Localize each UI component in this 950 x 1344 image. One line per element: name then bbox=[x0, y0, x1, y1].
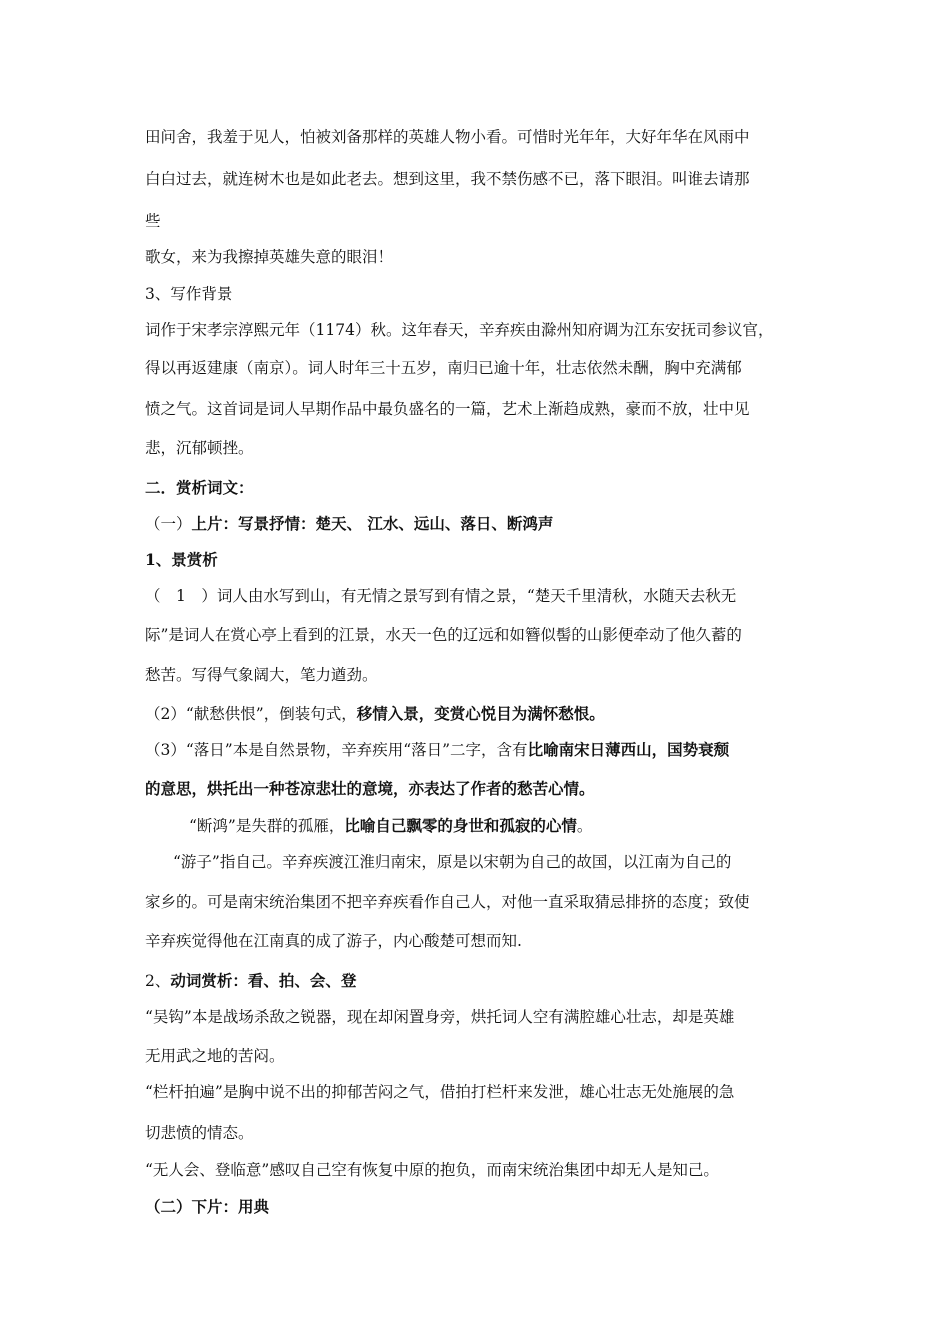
text-line bbox=[145, 740, 729, 760]
text-line: “游子”指自己。辛弃疾渡江淮归南宋，原是以宋朝为自己的故国，以江南为自己的 bbox=[173, 853, 732, 871]
text-line: “吴钩”本是战场杀敌之锐器，现在却闲置身旁，烘托词人空有满腔雄心壮志，却是英雄 bbox=[145, 1008, 735, 1026]
text-line: 得以再返建康（南京）。词人时年三十五岁，南归已逾十年，壮志依然未酬，胸中充满郁 bbox=[145, 359, 742, 377]
text-line: 歌女，来为我擦掉英雄失意的眼泪！ bbox=[145, 248, 394, 266]
text-span: （2）“献愁供恨”，倒装句式， bbox=[145, 705, 357, 723]
emphasis-line: 的意思，烘托出一种苍凉悲壮的意境，亦表达了作者的愁苦心情。 bbox=[145, 779, 595, 798]
text-span: （3）“落日”本是自然景物，辛弃疾用“落日”二字，含有 bbox=[145, 741, 528, 759]
text-line: “栏杆拍遍”是胸中说不出的抑郁苦闷之气，借拍打栏杆来发泄，雄心壮志无处施展的急 bbox=[145, 1083, 735, 1101]
subsection-heading bbox=[145, 1197, 269, 1217]
section-heading: 3、写作背景 bbox=[145, 285, 233, 303]
text-line: 些 bbox=[145, 212, 161, 230]
section-heading: 二．赏析词文： bbox=[145, 478, 254, 497]
text-line: 悲，沉郁顿挫。 bbox=[145, 439, 254, 457]
text-line: （ 1 ）词人由水写到山，有无情之景写到有情之景，“楚天千里清秋，水随天去秋无 bbox=[145, 587, 737, 605]
text-line: 田问舍，我羞于见人，怕被刘备那样的英雄人物小看。可惜时光年年，大好年华在风雨中 bbox=[145, 128, 750, 146]
heading-text: 动词赏析：看、拍、会、登 bbox=[170, 971, 357, 990]
heading-prefix: 2、 bbox=[145, 972, 171, 990]
emphasis-text: 比喻南宋日薄西山，国势衰颓 bbox=[527, 740, 730, 759]
section-heading: 1、景赏析 bbox=[145, 550, 218, 569]
text-line: 家乡的。可是南宋统治集团不把辛弃疾看作自己人，对他一直采取猜忌排挤的态度；致使 bbox=[145, 893, 750, 911]
text-line bbox=[145, 704, 605, 724]
text-line: 词作于宋孝宗淳熙元年（1174）秋。这年春天，辛弃疾由滁州知府调为江东安抚司参议官， bbox=[145, 321, 774, 339]
text-span: 。 bbox=[576, 817, 593, 835]
text-line: 际”是词人在赏心亭上看到的江景，水天一色的辽远和如簪似髻的山影便牵动了他久蓄的 bbox=[145, 626, 742, 644]
section-heading bbox=[145, 971, 356, 991]
text-line: 白白过去，就连树木也是如此老去。想到这里，我不禁伤感不已，落下眼泪。叫谁去请那 bbox=[145, 170, 750, 188]
heading-prefix: （二） bbox=[145, 1197, 192, 1216]
text-line: 愤之气。这首词是词人早期作品中最负盛名的一篇，艺术上渐趋成熟，豪而不放，壮中见 bbox=[145, 400, 750, 418]
emphasis-text: 移情入景，变赏心悦目为满怀愁恨。 bbox=[356, 704, 605, 723]
text-line: 无用武之地的苦闷。 bbox=[145, 1047, 285, 1065]
text-line: 辛弃疾觉得他在江南真的成了游子，内心酸楚可想而知. bbox=[145, 932, 522, 950]
heading-text: 下片：用典 bbox=[191, 1197, 270, 1216]
subsection-heading bbox=[145, 514, 553, 534]
heading-text: 上片：写景抒情：楚天、 江水、远山、落日、断鸿声 bbox=[191, 514, 554, 533]
emphasis-text: 比喻自己飘零的身世和孤寂的心情 bbox=[344, 816, 577, 835]
text-line bbox=[189, 816, 592, 836]
text-line: 愁苦。写得气象阔大，笔力遒劲。 bbox=[145, 666, 378, 684]
text-line: 切悲愤的情态。 bbox=[145, 1124, 254, 1142]
text-span: “断鸿”是失群的孤雁， bbox=[189, 817, 345, 835]
text-line: “无人会、登临意”感叹自己空有恢复中原的抱负，而南宋统治集团中却无人是知己。 bbox=[145, 1161, 719, 1179]
heading-prefix: （一） bbox=[145, 515, 192, 533]
